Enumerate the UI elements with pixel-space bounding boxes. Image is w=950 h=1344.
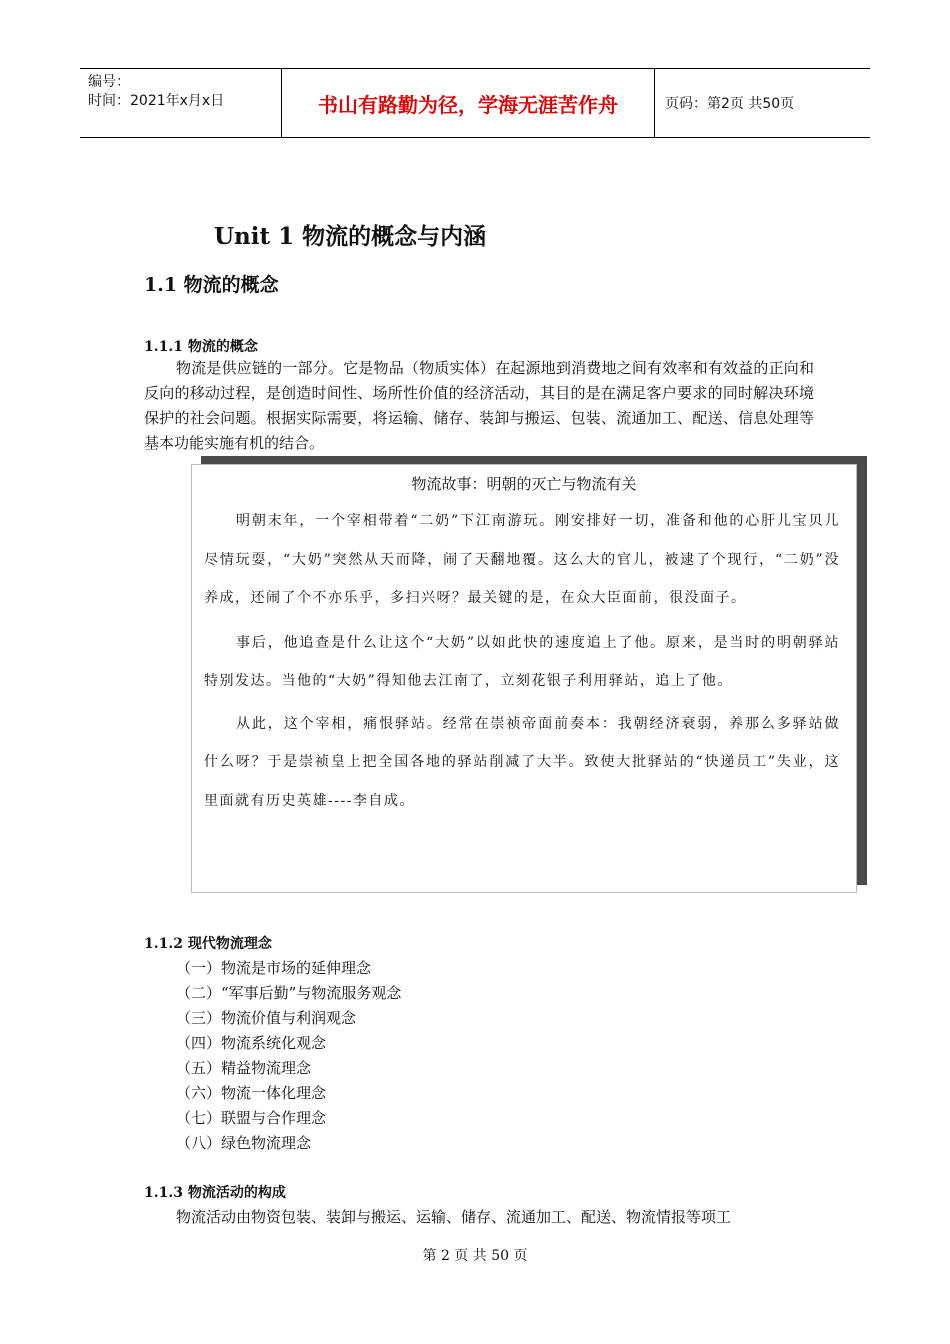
date-label: 时间：2021年x月x日: [88, 93, 225, 109]
list-item: （七）联盟与合作理念: [176, 1109, 327, 1127]
list-item: （一）物流是市场的延伸理念: [176, 959, 372, 977]
concept-list: [176, 956, 401, 1156]
list-item: （八）绿色物流理念: [176, 1134, 312, 1152]
subsection-title-1-1-2: 1.1.2 现代物流理念: [144, 936, 272, 952]
story-paragraph-3: 从此，这个宰相，痛恨驿站。经常在崇祯帝面前奏本：我朝经济衰弱，养那么多驿站做什么呀？于是崇祯皇上把全国各地的驿站削减了大半。致使大批驿站的“快递员工”失业，这里面就有历史英雄----李自成。: [204, 715, 840, 809]
list-item: （二）“军事后勤”与物流服务观念: [176, 984, 402, 1002]
logistics-definition-paragraph: 物流是供应链的一部分。它是物品（物质实体）在起源地到消费地之间有效率和有效益的正向和反向的移动过程，是创造时间性、场所性价值的经济活动，其目的是在满足客户要求的同时解决环境保护的社会问题。根据实际需要，将运输、储存、装卸与搬运、包装、流通加工、配送、信息处理等基本功能实施有机的结合。: [144, 359, 814, 452]
subsection-title-1-1-3: 1.1.3 物流活动的构成: [144, 1185, 286, 1201]
list-item: （三）物流价值与利润观念: [176, 1009, 357, 1027]
list-item: （五）精益物流理念: [176, 1059, 312, 1077]
activity-composition-paragraph: 物流活动由物资包装、装卸与搬运、运输、储存、流通加工、配送、物流情报等项工: [176, 1208, 732, 1226]
number-label: 编号：: [88, 74, 130, 90]
page-header: [80, 68, 870, 138]
unit-title: Unit 1 物流的概念与内涵: [214, 223, 487, 250]
list-item: （四）物流系统化观念: [176, 1034, 327, 1052]
header-meta: [80, 69, 282, 137]
story-paragraph-2: 事后，他追查是什么让这个“大奶”以如此快的速度追上了他。原来，是当时的明朝驿站特别发达。当他的“大奶”得知他去江南了，立刻花银子利用驿站，追上了他。: [204, 634, 840, 689]
page-footer: 第 2 页 共 50 页: [422, 1248, 528, 1264]
story-title: 物流故事：明朝的灭亡与物流有关: [411, 475, 637, 493]
section-title: 1.1 物流的概念: [144, 274, 279, 296]
list-item: （六）物流一体化理念: [176, 1084, 327, 1102]
header-page-info: 页码：第2页 共50页: [665, 96, 795, 112]
subsection-title-1-1-1: 1.1.1 物流的概念: [144, 339, 258, 355]
story-paragraph-1: 明朝末年，一个宰相带着“二奶”下江南游玩。刚安排好一切，准备和他的心肝儿宝贝儿尽情玩耍，“大奶”突然从天而降，闹了天翻地覆。这么大的官儿，被逮了个现行，“二奶”没养成，还闹了个不亦乐乎，多扫兴呀？最关键的是，在众大臣面前，很没面子。: [204, 513, 840, 606]
story-box: [191, 464, 857, 893]
header-motto: 书山有路勤为径，学海无涯苦作舟: [282, 69, 655, 137]
